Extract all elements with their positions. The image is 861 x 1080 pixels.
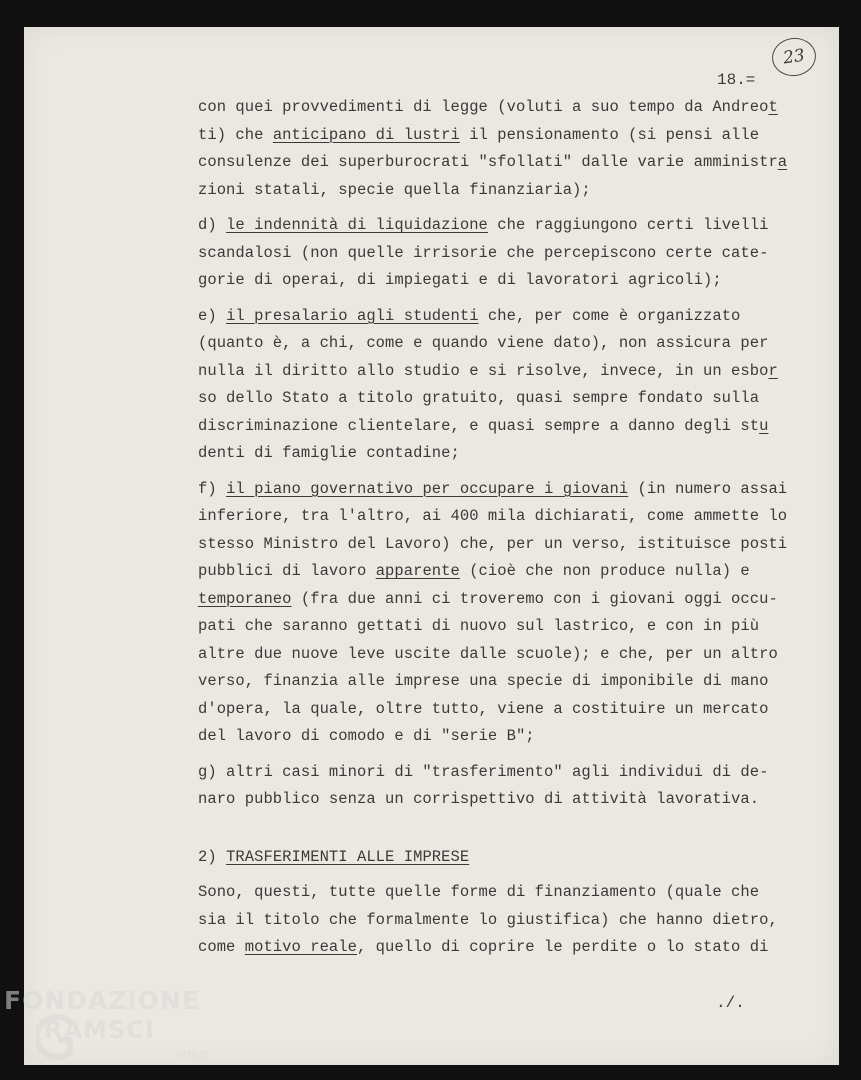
text-segment: pati che saranno gettati di nuovo sul lastrico, e con in più [198,617,760,635]
watermark-line-1: FONDAZIONE [4,986,201,1015]
text-segment: inferiore, tra l'altro, ai 400 mila dichiarati, come ammette lo [198,507,788,525]
text-segment: d) [198,216,227,234]
text-segment: f) [198,479,227,498]
text-segment: pubblici di lavoro [198,562,376,580]
underlined-text: a [777,153,788,171]
text-segment: so dello Stato a titolo gratuito, quasi sempre fondato sulla [198,389,760,407]
text-line [198,385,828,413]
text-segment: con quei provvedimenti di legge (voluti a suo tempo da Andreo [198,98,769,116]
text-line [198,934,828,962]
underlined-text: motivo reale [244,938,357,956]
text-line [198,149,828,177]
underlined-text: le indennità di liquidazione [226,216,488,234]
paragraph-gap [198,204,828,212]
text-segment: come [198,938,245,956]
underlined-text: t [768,98,778,116]
text-line [198,723,828,751]
paragraph-gap [198,295,828,303]
page-number: 18.= [717,71,756,89]
text-segment: g) altri casi minori di "trasferimento" agli individui di de- [198,762,769,781]
text-segment: verso, finanzia alle imprese una specie di imponibile di mano [198,672,769,690]
text-segment: stesso Ministro del Lavoro) che, per un verso, istituisce posti [198,534,788,553]
text-segment: (quanto è, a chi, come e quando viene dato), non assicura per [198,334,769,352]
text-line [198,668,828,696]
text-line [198,240,828,268]
text-line [198,613,828,641]
text-line [198,531,828,559]
text-segment: altre due nuove leve uscite dalle scuole); e che, per un altro [198,644,778,663]
underlined-text: TRASFERIMENTI ALLE IMPRESE [226,847,470,866]
text-line [198,696,828,724]
text-line [198,413,828,441]
underlined-text: il piano governativo per occupare i giovani [226,479,629,498]
text-line [198,907,828,935]
text-line [198,440,828,468]
document-body [198,94,828,962]
watermark-line-3: onlus [176,1046,209,1060]
text-line [198,330,828,358]
paragraph [198,476,828,751]
text-line [198,476,828,504]
paragraph-gap [198,468,828,476]
text-line [198,177,828,205]
text-segment: Sono, questi, tutte quelle forme di finanziamento (quale che [198,883,760,901]
text-line [198,212,828,240]
underlined-text: apparente [375,562,460,580]
text-line [198,558,828,586]
underlined-text: il presalario agli studenti [226,306,479,325]
text-segment: gorie di operai, di impiegati e di lavoratori agricoli); [198,271,722,289]
text-segment: e) [198,306,227,325]
text-line [198,503,828,531]
paragraph [198,303,828,468]
text-line [198,122,828,150]
text-line [198,586,828,614]
paragraph [198,94,828,204]
text-line [198,879,828,907]
text-line [198,303,828,331]
paragraph [198,844,828,872]
fondazione-gramsci-watermark [4,986,219,1076]
underlined-text: temporaneo [198,589,292,608]
text-segment: (in numero assai [628,479,788,498]
text-segment: scandalosi (non quelle irrisorie che percepiscono certe cate- [198,243,769,262]
paragraph-gap [198,751,828,759]
paragraph [198,879,828,962]
paragraph-gap [198,814,828,844]
text-segment: del lavoro di comodo e di "serie B"; [198,727,535,745]
text-segment: d'opera, la quale, oltre tutto, viene a costituire un mercato [198,699,769,718]
text-line [198,844,828,872]
text-segment: sia il titolo che formalmente lo giustifica) che hanno dietro, [198,910,778,929]
text-line [198,641,828,669]
text-segment: nulla il diritto allo studio e si risolve, invece, in un esbo [198,361,769,380]
underlined-text: anticipano di lustri [272,125,460,144]
paragraph-gap [198,871,828,879]
text-segment: (cioè che non produce nulla) e [459,562,750,580]
text-segment: che raggiungono certi livelli [487,216,769,234]
text-segment: (fra due anni ci troveremo con i giovani oggi occu- [291,589,778,608]
text-line [198,94,828,122]
text-segment: naro pubblico senza un corrispettivo di attività lavorativa. [198,790,760,808]
text-line [198,267,828,295]
text-segment: discriminazione clientelare, e quasi sempre a danno degli st [198,416,760,435]
page-stamp-number: 23 [781,45,807,69]
underlined-text: u [759,416,769,435]
watermark-line-2: RAMSCI [44,1016,155,1044]
text-line [198,759,828,787]
text-line [198,358,828,386]
text-segment: consulenze dei superburocrati "sfollati" dalle varie amministr [198,153,778,171]
text-segment: che, per come è organizzato [478,306,741,325]
text-segment: denti di famiglie contadine; [198,444,460,462]
text-segment: zioni statali, specie quella finanziaria); [198,180,591,199]
text-segment: 2) [198,847,227,866]
text-segment: , quello di coprire le perdite o lo stato di [356,938,769,956]
paragraph [198,759,828,814]
text-segment: il pensionamento (si pensi alle [459,125,760,144]
text-segment: ti) che [198,125,273,144]
text-line [198,786,828,814]
continuation-mark: ./. [716,994,745,1012]
underlined-text: r [768,361,778,380]
paragraph [198,212,828,295]
